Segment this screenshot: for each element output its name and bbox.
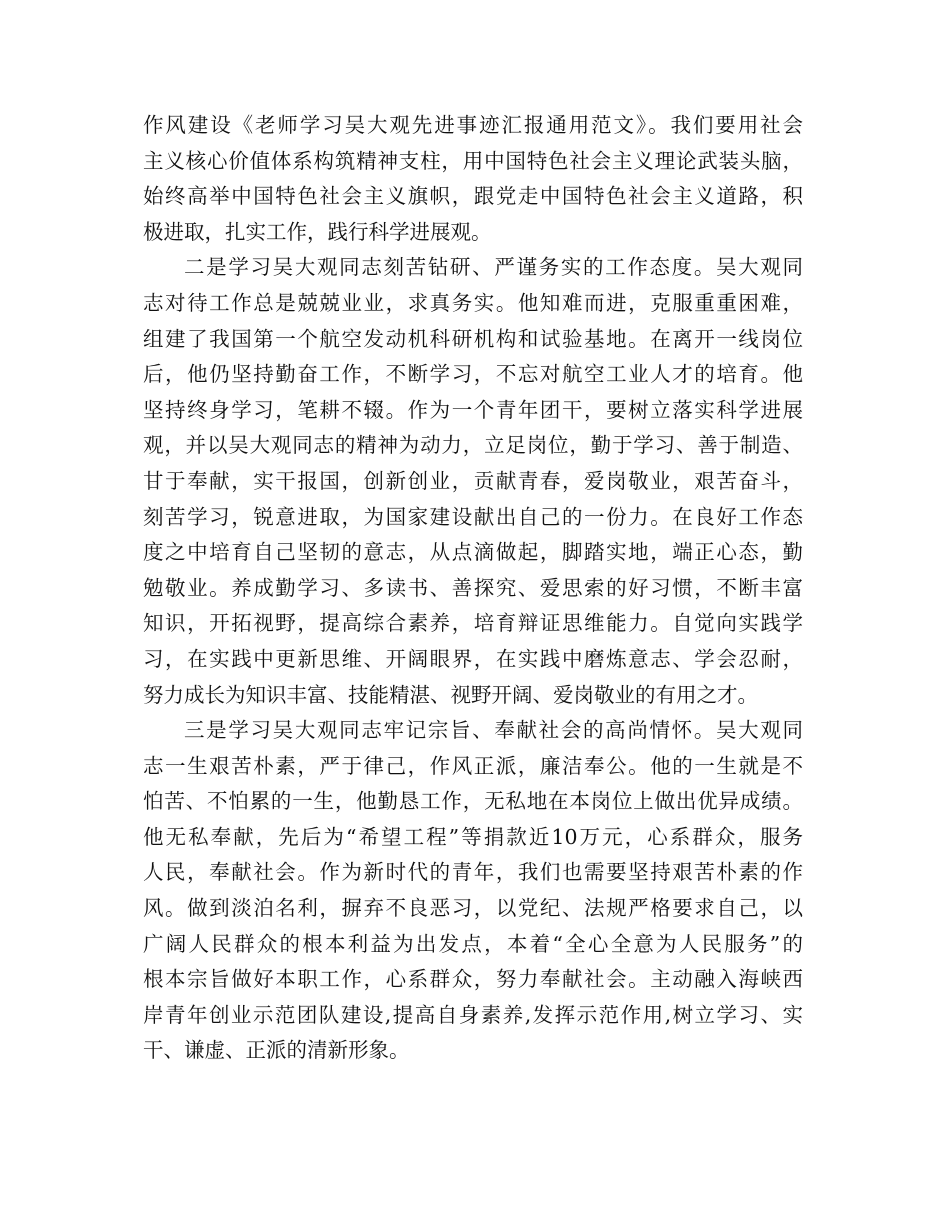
text-line: 知识，开拓视野，提高综合素养，培育辩证思维能力。自觉向实践学 [143, 611, 803, 636]
paragraph-3 [143, 713, 803, 1069]
text-line: 干、谦虚、正派的清新形象。 [143, 1038, 410, 1063]
text-line: 根本宗旨做好本职工作，心系群众，努力奉献社会。主动融入海峡西 [143, 967, 803, 992]
text-line: 努力成长为知识丰富、技能精湛、视野开阔、爱岗敬业的有用之才。 [143, 682, 758, 707]
text-line: 志对待工作总是兢兢业业，求真务实。他知难而进，克服重重困难， [143, 290, 803, 315]
text-line: 广阔人民群众的根本利益为出发点，本着“全心全意为人民服务”的 [143, 931, 803, 956]
text-line: 三是学习吴大观同志牢记宗旨、奉献社会的高尚情怀。吴大观同 [184, 718, 803, 743]
text-line: 勉敬业。养成勤学习、多读书、善探究、爱思索的好习惯，不断丰富 [143, 575, 803, 600]
text-line: 岸青年创业示范团队建设,提高自身素养,发挥示范作用,树立学习、实 [143, 1002, 803, 1027]
document-body [143, 108, 803, 1069]
text-line: 坚持终身学习，笔耕不辍。作为一个青年团干，要树立落实科学进展 [143, 397, 803, 422]
text-line: 刻苦学习，锐意进取，为国家建设献出自己的一份力。在良好工作态 [143, 504, 803, 529]
paragraph-2 [143, 250, 803, 713]
text-line: 组建了我国第一个航空发动机科研机构和试验基地。在离开一线岗位 [143, 326, 803, 351]
text-line: 风。做到淡泊名利，摒弃不良恶习，以党纪、法规严格要求自己，以 [143, 896, 803, 921]
text-line: 甘于奉献，实干报国，创新创业，贡献青春，爱岗敬业，艰苦奋斗， [143, 468, 803, 493]
text-line: 后，他仍坚持勤奋工作，不断学习，不忘对航空工业人才的培育。他 [143, 362, 803, 387]
text-line: 志一生艰苦朴素，严于律己，作风正派，廉洁奉公。他的一生就是不 [143, 753, 803, 778]
text-line: 度之中培育自己坚韧的意志，从点滴做起，脚踏实地，端正心态，勤 [143, 540, 803, 565]
text-line: 二是学习吴大观同志刻苦钻研、严谨务实的工作态度。吴大观同 [184, 255, 803, 280]
paragraph-1 [143, 108, 803, 250]
text-line: 习，在实践中更新思维、开阔眼界，在实践中磨炼意志、学会忍耐， [143, 646, 803, 671]
text-line: 观，并以吴大观同志的精神为动力，立足岗位，勤于学习、善于制造、 [143, 433, 803, 458]
text-line: 极进取，扎实工作，践行科学进展观。 [143, 219, 492, 244]
text-line: 始终高举中国特色社会主义旗帜，跟党走中国特色社会主义道路，积 [143, 184, 803, 209]
text-line: 他无私奉献，先后为“希望工程”等捐款近10万元，心系群众，服务 [143, 824, 803, 849]
text-line: 人民，奉献社会。作为新时代的青年，我们也需要坚持艰苦朴素的作 [143, 860, 803, 885]
text-line: 怕苦、不怕累的一生，他勤恳工作，无私地在本岗位上做出优异成绩。 [143, 789, 803, 814]
text-line: 主义核心价值体系构筑精神支柱，用中国特色社会主义理论武装头脑， [143, 148, 803, 173]
text-line: 作风建设《老师学习吴大观先进事迹汇报通用范文》。我们要用社会 [143, 113, 803, 137]
